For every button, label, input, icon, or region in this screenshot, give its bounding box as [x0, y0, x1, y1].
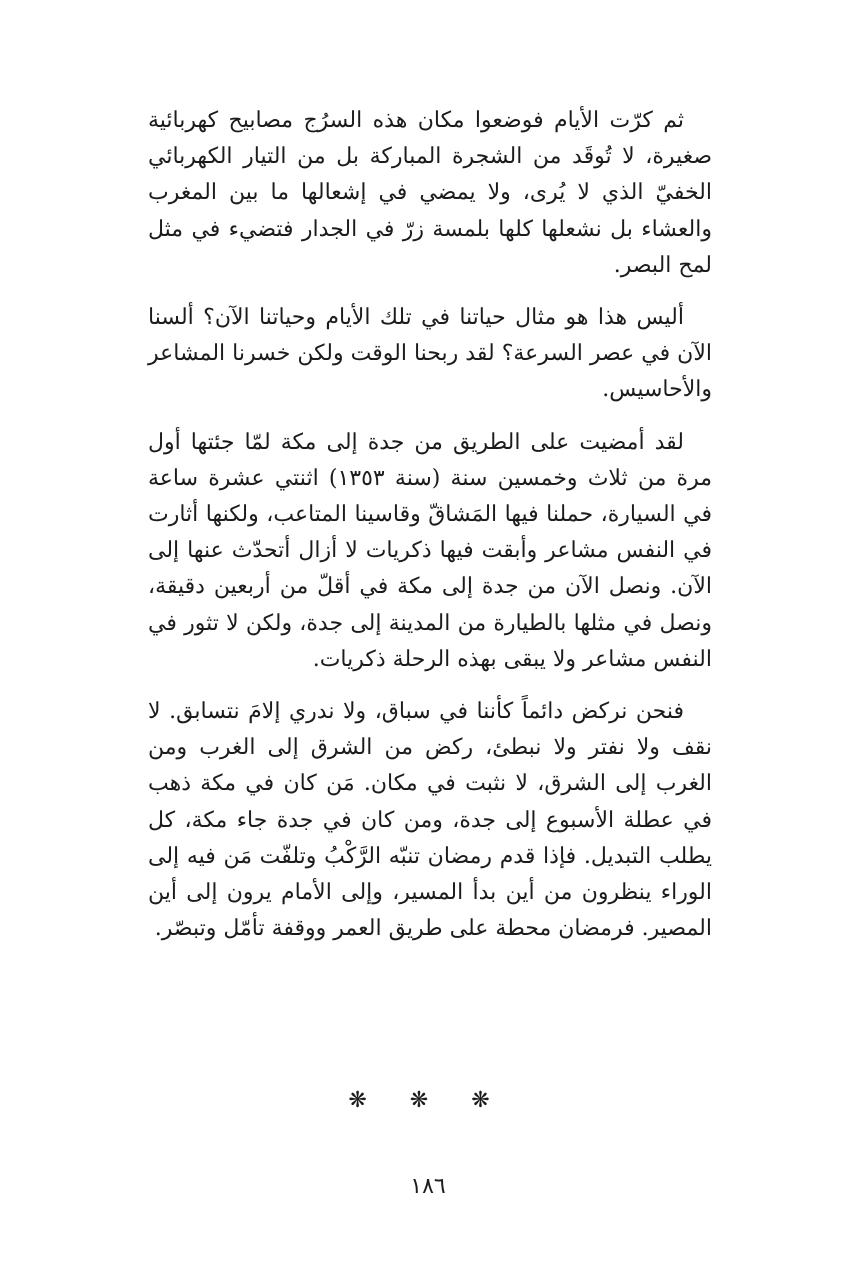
- paragraph-4: فنحن نركض دائماً كأننا في سباق، ولا ندري إلامَ نتسابق. لا نقف ولا نفتر ولا نبطئ، ركض من الشرق إلى الغرب ومن الغرب إلى الشرق، لا نثبت في مكان. مَن كان في مكة ذهب في عطلة الأسبوع إلى جدة، ومن كان في جدة جاء مكة، كل يطلب التبديل. فإذا قدم رمضان تنبّه الرَّكْبُ وتلفّت مَن فيه إلى الوراء ينظرون من أين بدأ المسير، وإلى الأمام يرون إلى أين المصير. فرمضان محطة على طريق العمر ووقفة تأمّل وتبصّر.: [148, 699, 712, 942]
- body-text: [148, 103, 712, 963]
- page-number: ١٨٦: [410, 1174, 446, 1199]
- paragraph-2: أليس هذا هو مثال حياتنا في تلك الأيام وحياتنا الآن؟ ألسنا الآن في عصر السرعة؟ لقد ربحنا الوقت ولكن خسرنا المشاعر والأحاسيس.: [148, 305, 712, 403]
- paragraph-3: لقد أمضيت على الطريق من جدة إلى مكة لمّا جئتها أول مرة من ثلاث وخمسين سنة (سنة ١٣٥٣) اثنتي عشرة ساعة في السيارة، حملنا فيها المَشاقّ وقاسينا المتاعب، ولكنها أثارت في النفس مشاعر وأبقت فيها ذكريات لا أزال أتحدّث عنها إلى الآن. ونصل الآن من جدة إلى مكة في أقلّ من أربعين دقيقة، ونصل في مثلها بالطيارة من المدينة إلى جدة، ولكن لا تثور في النفس مشاعر ولا يبقى بهذه الرحلة ذكريات.: [148, 429, 713, 672]
- paragraph-1: ثم كرّت الأيام فوضعوا مكان هذه السرُج مصابيح كهربائية صغيرة، لا تُوقَد من الشجرة المباركة بل من التيار الكهربائي الخفيّ الذي لا يُرى، ولا يمضي في إشعالها ما بين المغرب والعشاء بل نشعلها كلها بلمسة زرّ في الجدار فتضيء في مثل لمح البصر.: [148, 108, 712, 278]
- section-separator: ❋ ❋ ❋: [348, 1088, 508, 1113]
